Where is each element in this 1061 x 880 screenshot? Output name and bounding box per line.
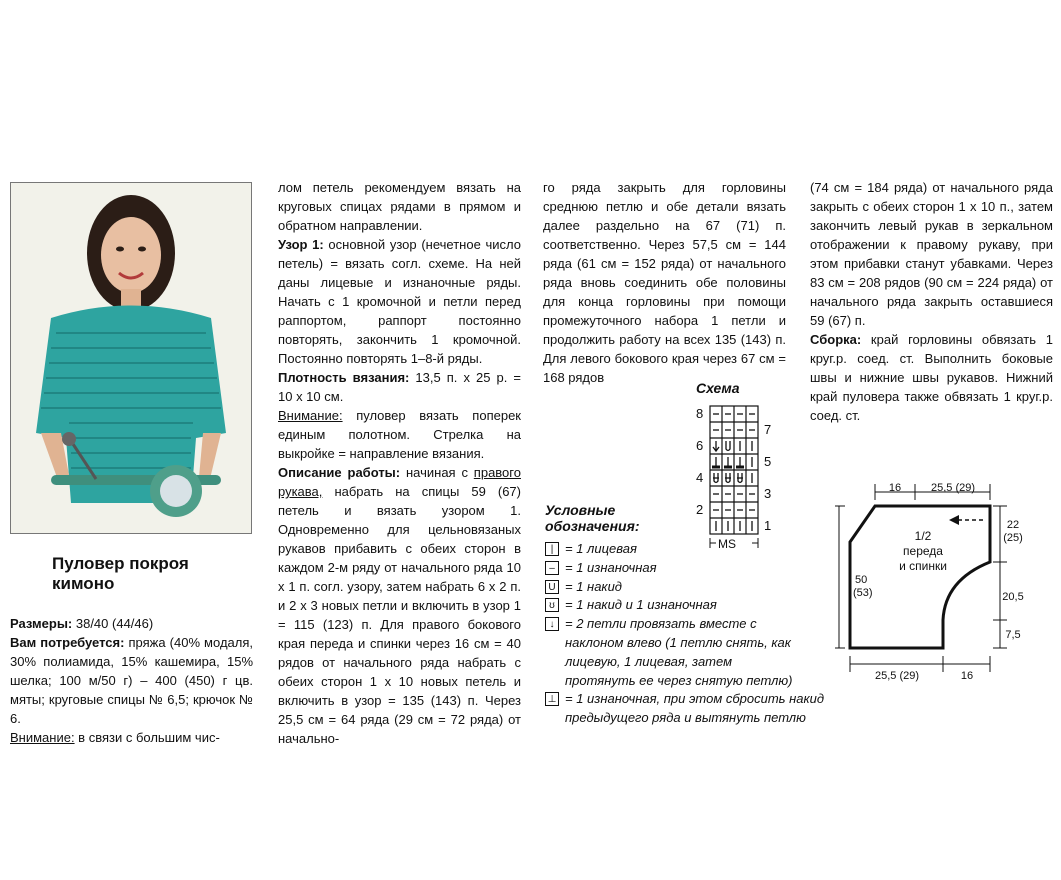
chart-title: Схема	[696, 380, 740, 396]
column-1-text	[10, 614, 253, 747]
k2tog-left-icon: ↓	[545, 617, 559, 631]
purl-drop-yo-icon: ⊥	[545, 692, 559, 706]
column-4-text	[810, 178, 1053, 425]
work-label: Описание работы:	[278, 465, 401, 480]
legend-item-text: = 1 лицевая	[565, 541, 637, 556]
dim-bottom-left: 25,5 (29)	[874, 670, 920, 682]
attention-value-2: пуловер вязать поперек единым полотном. Стрелка на выкройке = направление вязания.	[278, 408, 521, 461]
attention-label-1: Внимание:	[10, 730, 75, 745]
chart-row-2: 2	[696, 502, 704, 517]
pattern-label: Узор 1:	[278, 237, 324, 252]
legend-item	[545, 559, 824, 578]
title-line-1: Пуловер покроя	[52, 554, 189, 573]
sizes-paragraph	[10, 614, 253, 633]
dim-top-left: 16	[888, 482, 902, 494]
assembly-paragraph	[810, 330, 1053, 425]
article-title	[52, 554, 189, 594]
density-paragraph	[278, 368, 521, 406]
legend-item-text: = 2 петли провязать вместе с наклоном влево (1 петлю снять, как лицевую, 1 лицевая, затем протянуть ее через снятую петлю)	[565, 616, 793, 688]
chart-row-1: 1	[764, 518, 772, 533]
legend-item-text: = 1 изнаночная	[565, 559, 657, 575]
dim-left-1: 50	[855, 574, 868, 586]
materials-value: пряжа (40% модаля, 30% полиамида, 15% кашемира, 15% шелка; 100 м/50 г) – 400 (450) г цв. мяты; круговые спицы № 6,5; крючок № 6.	[10, 635, 253, 726]
yarn-over-icon: U	[545, 580, 559, 594]
legend-item	[545, 540, 824, 559]
legend-item-text: = 1 накид	[565, 578, 622, 594]
garment-schematic	[835, 470, 1055, 685]
chart-row-8: 8	[696, 406, 704, 421]
pattern-label-2: переда	[903, 544, 943, 558]
legend	[545, 502, 824, 728]
col3-paragraph: го ряда закрыть для горловины среднюю петлю и обе детали вязать далее раздельно на 67 (71) п. соответственно. Через 57,5 см = 144 ряда (61 см = 152 ряда) от начального ряда вновь соединить обе половины для конца горловины при помощи промежуточного набора 1 петли и продолжить работу на всех 135 (143) п. Для левого бокового края через 67 см = 168 рядов	[543, 180, 786, 385]
attention-paragraph-2	[278, 406, 521, 463]
work-link: правого рукава,	[278, 465, 521, 499]
chart-row-4: 4	[696, 470, 704, 485]
density-label: Плотность вязания:	[278, 370, 410, 385]
ms-label: MS	[718, 537, 736, 551]
assembly-label: Сборка:	[810, 332, 862, 347]
col4-paragraph: (74 см = 184 ряда) от начального ряда закрыть с обеих сторон 1 х 10 п., затем закончить левый рукав в зеркальном отображении к правому рукаву, при этом прибавки станут убавками. Через 83 см = 208 рядов (90 см = 224 ряда) от начального ряда закрыть оставшиеся 59 (67) п.	[810, 180, 1053, 328]
legend-heading	[545, 502, 824, 534]
column-3-text	[543, 178, 786, 387]
legend-heading-line-2: обозначения:	[545, 518, 640, 534]
density-value: 13,5 п. х 25 р. = 10 х 10 см.	[278, 370, 521, 404]
knit-stitch-icon: |	[545, 542, 559, 556]
legend-item-text: = 1 изнаночная, при этом сбросить накид предыдущего ряда и вытянуть петлю	[565, 691, 825, 726]
pattern-value: основной узор (нечетное число петель) = вязать согл. схеме. На ней даны лицевые и изнаночные ряды. Начать с 1 кромочной и петли перед раппортом, раппорт постоянно повторять, закончить 1 кромочной. Постоянно повторять 1–8-й ряды.	[278, 237, 522, 366]
sizes-value: 38/40 (44/46)	[72, 616, 154, 631]
model-illustration	[11, 183, 251, 533]
column-2-text	[278, 178, 521, 748]
attention-value-1: в связи с большим чис-	[74, 730, 220, 745]
chart-row-5: 5	[764, 454, 772, 469]
chart-row-3: 3	[764, 486, 772, 501]
pattern-label-1: 1/2	[914, 529, 932, 543]
knitting-direction-arrow	[949, 515, 983, 525]
assembly-value: край горловины обвязать 1 круг.р. соед. ст. Выполнить боковые швы и нижние швы рукавов. Нижний край пуловера также обвязать 1 круг.р. соед. ст.	[810, 332, 1053, 423]
dim-left-2: (53)	[853, 587, 873, 599]
chart-row-6: 6	[696, 438, 704, 453]
legend-item	[545, 690, 824, 728]
legend-heading-line-1: Условные	[545, 502, 616, 518]
dim-right-top-2: (25)	[1003, 532, 1023, 544]
col2-intro: лом петель рекомендуем вязать на круговых спицах рядами в прямом и обратном направлении.	[278, 180, 521, 233]
dim-right-mid: 20,5	[1002, 591, 1024, 603]
pattern-paragraph	[278, 235, 521, 368]
attention-paragraph-1	[10, 728, 253, 747]
work-value-2: набрать на спицы 59 (67) петель и вязать узором 1. Одновременно для цельновязаных рукавов прибавить с обеих сторон в каждом 2-м ряду от начального ряда 10 х 1 п. согл. узору, затем набрать 6 х 2 п. и 2 х 3 новых петли и включить в узор 1 = 115 (123) п. Для правого бокового края переда и спинки через 16 см = 40 рядов от начального ряда набрать с обеих сторон 1 х 10 новых петель и включить в узор = 135 (143) п. Через 25,5 см = 64 ряда (29 см = 72 ряда) от начально-	[278, 484, 521, 746]
materials-label: Вам потребуется:	[10, 635, 125, 650]
work-paragraph	[278, 463, 521, 748]
model-photo	[10, 182, 252, 534]
materials-paragraph	[10, 633, 253, 728]
chart-row-7: 7	[764, 422, 772, 437]
legend-item	[545, 615, 824, 690]
title-line-2: кимоно	[52, 574, 115, 593]
attention-label-2: Внимание:	[278, 408, 343, 423]
yarn-over-purl-icon: ʊ	[545, 598, 559, 612]
pattern-outline	[850, 506, 990, 648]
legend-item-text: = 1 накид и 1 изнаночная	[565, 597, 717, 613]
dim-right-top-1: 22	[1006, 519, 1020, 531]
purl-stitch-icon: –	[545, 561, 559, 575]
legend-item	[545, 578, 824, 597]
legend-item	[545, 596, 824, 615]
dim-bottom-right: 16	[960, 670, 974, 682]
work-value-1: начиная с	[400, 465, 474, 480]
dim-right-bottom: 7,5	[1005, 629, 1021, 641]
dim-top-right: 25,5 (29)	[930, 482, 976, 494]
pattern-label-3: и спинки	[899, 559, 947, 573]
sizes-label: Размеры:	[10, 616, 73, 631]
